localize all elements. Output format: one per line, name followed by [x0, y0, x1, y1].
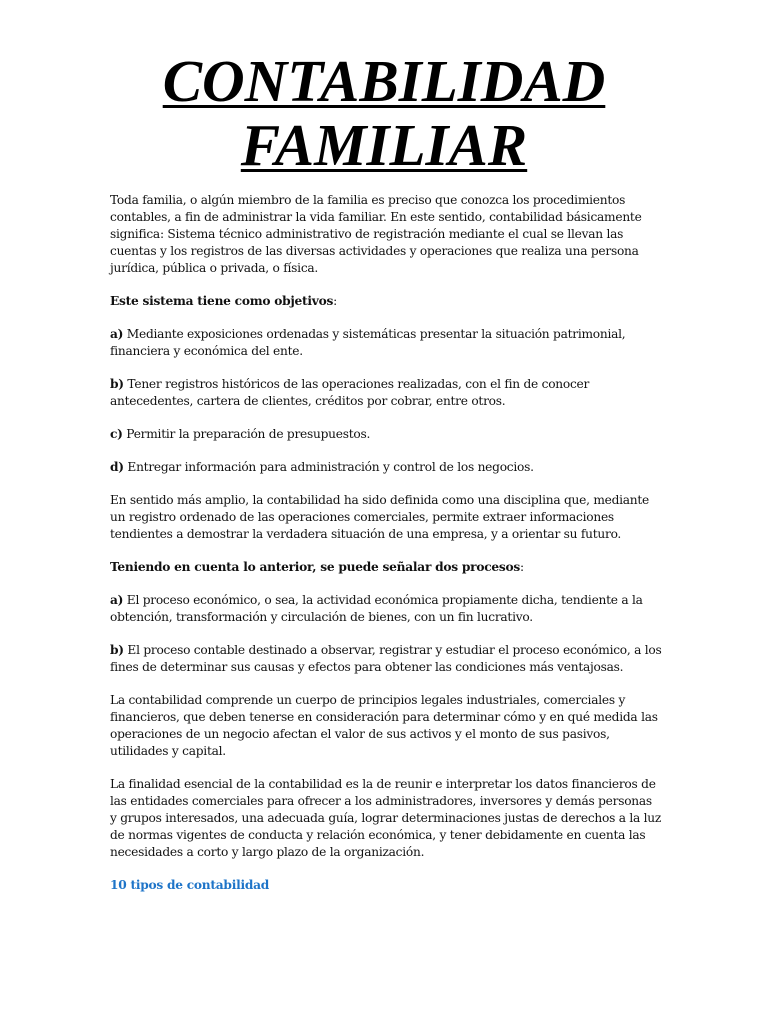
objective-text: Tener registros históricos de las operaciones realizadas, con el fin de conocer antecedentes, cartera de clientes, créditos por cobrar, entre otros.: [110, 377, 590, 408]
objectives-heading-text: Este sistema tiene como objetivos: [110, 294, 334, 308]
process-marker: a): [110, 593, 124, 607]
broad-definition-paragraph: En sentido más amplio, la contabilidad ha sido definida como una disciplina que, mediante un registro ordenado de las operaciones comerciales, permite extraer informaciones tendientes a demostrar la verdadera situación de una empresa, y a orientar su futuro.: [110, 493, 650, 541]
related-link-row: [110, 877, 662, 894]
process-marker: b): [110, 643, 124, 657]
objective-item-d: [110, 459, 662, 476]
related-article-link[interactable]: 10 tipos de contabilidad: [110, 878, 270, 892]
principles-paragraph: La contabilidad comprende un cuerpo de principios legales industriales, comerciales y financieros, que deben tenerse en consideración para determinar cómo y en qué medida las operaciones de un negocio afectan el valor de sus activos y el monto de sus pasivos, utilidades y capital.: [110, 693, 658, 758]
objective-item-b: [110, 376, 662, 410]
purpose-paragraph: La finalidad esencial de la contabilidad es la de reunir e interpretar los datos financieros de las entidades comerciales para ofrecer a los administradores, inversores y demás personas y grupos interesados, una adecuada guía, lograr determinaciones justas de derechos a la luz de normas vigentes de conducta y relación económica, y tener debidamente en cuenta las necesidades a corto y largo plazo de la organización.: [110, 777, 662, 859]
document-body: [110, 192, 662, 910]
processes-heading: [110, 559, 662, 576]
objectives-heading: [110, 293, 662, 310]
objective-item-c: [110, 426, 662, 443]
objective-marker: c): [110, 427, 123, 441]
process-text: El proceso económico, o sea, la actividad económica propiamente dicha, tendiente a la obtención, transformación y circulación de bienes, con un fin lucrativo.: [110, 593, 643, 624]
objectives-heading-colon: :: [333, 294, 337, 308]
objective-marker: d): [110, 460, 124, 474]
page-title-line-2: FAMILIAR: [240, 112, 528, 178]
objective-text: Mediante exposiciones ordenadas y sistemáticas presentar la situación patrimonial, financiera y económica del ente.: [110, 327, 626, 358]
objective-item-a: [110, 326, 662, 360]
process-item-a: [110, 592, 662, 626]
process-item-b: [110, 642, 662, 676]
processes-heading-text: Teniendo en cuenta lo anterior, se puede señalar dos procesos: [110, 560, 520, 574]
objective-text: Permitir la preparación de presupuestos.: [122, 427, 371, 441]
processes-heading-colon: :: [519, 560, 524, 574]
objective-marker: a): [110, 327, 124, 341]
objective-text: Entregar información para administración y control de los negocios.: [123, 460, 534, 474]
process-text: El proceso contable destinado a observar, registrar y estudiar el proceso económico, a los fines de determinar sus causas y efectos para obtener las condiciones más ventajosas.: [110, 643, 662, 674]
objective-marker: b): [110, 377, 124, 391]
intro-paragraph: Toda familia, o algún miembro de la familia es preciso que conozca los procedimientos contables, a fin de administrar la vida familiar. En este sentido, contabilidad básicamente significa: Sistema técnico administrativo de registración mediante el cual se llevan las cuentas y los registros de las diversas actividades y operaciones que realiza una persona jurídica, pública o privada, o física.: [110, 193, 642, 275]
page-title-line-1: CONTABILIDAD: [162, 48, 606, 114]
